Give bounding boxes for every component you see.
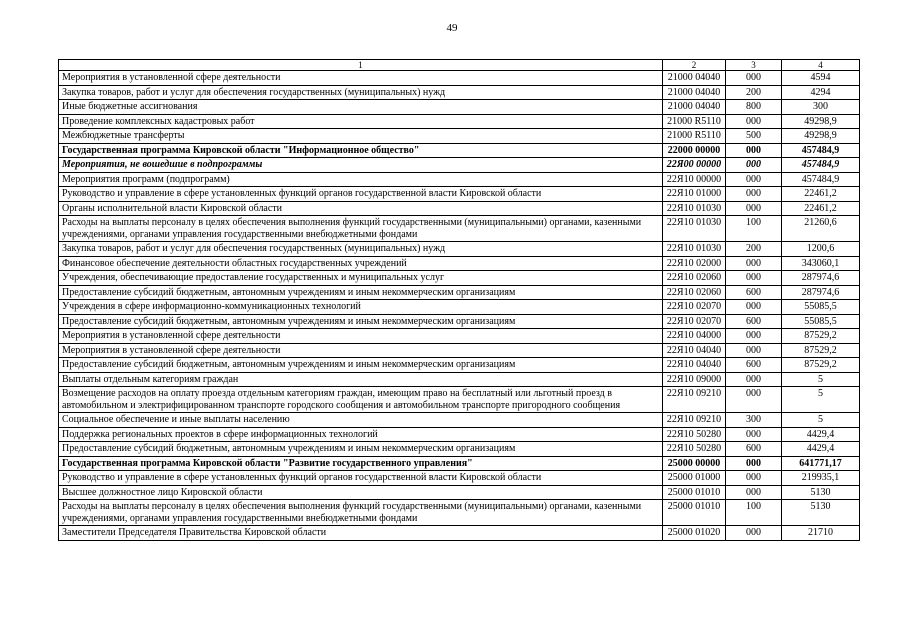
table-row (59, 358, 860, 373)
table-row (59, 442, 860, 457)
amount-cell: 55085,5 (782, 300, 860, 315)
expense-name-cell: Руководство и управление в сфере установленных функций органов государственной власти Кировской области (59, 187, 663, 202)
table-row (59, 114, 860, 129)
table-row (59, 256, 860, 271)
budget-table (58, 59, 860, 541)
amount-cell: 641771,17 (782, 456, 860, 471)
target-code-cell: 22Я00 00000 (663, 158, 726, 173)
target-code-cell: 25000 01000 (663, 471, 726, 486)
target-code-cell: 22Я10 09000 (663, 372, 726, 387)
expense-type-cell: 000 (726, 172, 782, 187)
expense-type-cell: 000 (726, 187, 782, 202)
expense-type-cell: 000 (726, 201, 782, 216)
expense-name-cell: Учреждения в сфере информационно-коммуникационных технологий (59, 300, 663, 315)
target-code-cell: 25000 01010 (663, 485, 726, 500)
expense-type-cell: 000 (726, 427, 782, 442)
column-header-2: 2 (663, 60, 726, 71)
expense-name-cell: Выплаты отдельным категориям граждан (59, 372, 663, 387)
target-code-cell: 25000 01020 (663, 526, 726, 541)
expense-type-cell: 600 (726, 314, 782, 329)
target-code-cell: 22Я10 00000 (663, 172, 726, 187)
table-row (59, 172, 860, 187)
table-row (59, 314, 860, 329)
expense-name-cell: Руководство и управление в сфере установленных функций органов государственной власти Кировской области (59, 471, 663, 486)
table-row (59, 242, 860, 257)
table-row (59, 500, 860, 526)
column-header-1: 1 (59, 60, 663, 71)
target-code-cell: 22Я10 01030 (663, 216, 726, 242)
amount-cell: 5130 (782, 500, 860, 526)
expense-type-cell: 000 (726, 114, 782, 129)
target-code-cell: 21000 R5110 (663, 114, 726, 129)
expense-name-cell: Мероприятия, не вошедшие в подпрограммы (59, 158, 663, 173)
amount-cell: 87529,2 (782, 358, 860, 373)
target-code-cell: 22Я10 50280 (663, 442, 726, 457)
expense-type-cell: 200 (726, 85, 782, 100)
expense-name-cell: Заместители Председателя Правительства Кировской области (59, 526, 663, 541)
target-code-cell: 22Я10 02060 (663, 271, 726, 286)
target-code-cell: 22000 00000 (663, 143, 726, 158)
amount-cell: 49298,9 (782, 129, 860, 144)
expense-name-cell: Учреждения, обеспечивающие предоставление государственных и муниципальных услуг (59, 271, 663, 286)
expense-name-cell: Закупка товаров, работ и услуг для обеспечения государственных (муниципальных) нужд (59, 242, 663, 257)
amount-cell: 343060,1 (782, 256, 860, 271)
expense-name-cell: Предоставление субсидий бюджетным, автономным учреждениям и иным некоммерческим организациям (59, 442, 663, 457)
expense-name-cell: Межбюджетные трансферты (59, 129, 663, 144)
expense-type-cell: 600 (726, 442, 782, 457)
expense-name-cell: Высшее должностное лицо Кировской области (59, 485, 663, 500)
table-row (59, 285, 860, 300)
amount-cell: 4429,4 (782, 427, 860, 442)
expense-name-cell: Иные бюджетные ассигнования (59, 100, 663, 115)
table-row (59, 85, 860, 100)
expense-name-cell: Расходы на выплаты персоналу в целях обеспечения выполнения функций государственными (муниципальными) органами, казенными учреждениями, органами управления государственными внебюджетными фондами (59, 216, 663, 242)
expense-name-cell: Закупка товаров, работ и услуг для обеспечения государственных (муниципальных) нужд (59, 85, 663, 100)
expense-type-cell: 200 (726, 242, 782, 257)
amount-cell: 21260,6 (782, 216, 860, 242)
table-row (59, 300, 860, 315)
expense-name-cell: Финансовое обеспечение деятельности областных государственных учреждений (59, 256, 663, 271)
expense-name-cell: Мероприятия в установленной сфере деятельности (59, 343, 663, 358)
target-code-cell: 22Я10 01030 (663, 242, 726, 257)
table-row (59, 201, 860, 216)
target-code-cell: 25000 00000 (663, 456, 726, 471)
target-code-cell: 22Я10 04040 (663, 358, 726, 373)
expense-type-cell: 000 (726, 485, 782, 500)
expense-type-cell: 100 (726, 216, 782, 242)
table-row (59, 372, 860, 387)
expense-type-cell: 000 (726, 158, 782, 173)
table-row (59, 387, 860, 413)
expense-type-cell: 000 (726, 387, 782, 413)
table-row (59, 456, 860, 471)
amount-cell: 5 (782, 413, 860, 428)
target-code-cell: 22Я10 09210 (663, 413, 726, 428)
expense-name-cell: Поддержка региональных проектов в сфере информационных технологий (59, 427, 663, 442)
target-code-cell: 25000 01010 (663, 500, 726, 526)
amount-cell: 22461,2 (782, 187, 860, 202)
amount-cell: 5 (782, 387, 860, 413)
expense-type-cell: 300 (726, 413, 782, 428)
target-code-cell: 21000 R5110 (663, 129, 726, 144)
target-code-cell: 22Я10 50280 (663, 427, 726, 442)
amount-cell: 4594 (782, 71, 860, 86)
expense-type-cell: 000 (726, 71, 782, 86)
table-row (59, 216, 860, 242)
table-row (59, 471, 860, 486)
target-code-cell: 22Я10 02070 (663, 314, 726, 329)
page-number: 49 (446, 22, 458, 34)
table-row (59, 143, 860, 158)
column-header-4: 4 (782, 60, 860, 71)
expense-name-cell: Органы исполнительной власти Кировской области (59, 201, 663, 216)
expense-type-cell: 800 (726, 100, 782, 115)
expense-type-cell: 000 (726, 271, 782, 286)
target-code-cell: 22Я10 04000 (663, 329, 726, 344)
column-header-3: 3 (726, 60, 782, 71)
expense-name-cell: Мероприятия программ (подпрограмм) (59, 172, 663, 187)
target-code-cell: 22Я10 04040 (663, 343, 726, 358)
expense-name-cell: Возмещение расходов на оплату проезда отдельным категориям граждан, имеющим право на бесплатный или льготный проезд в автомобильном и электрифицированном транспорте городского сообщения и автомобильном транспорте пригородного сообщения (59, 387, 663, 413)
amount-cell: 21710 (782, 526, 860, 541)
expense-name-cell: Проведение комплексных кадастровых работ (59, 114, 663, 129)
table-row (59, 71, 860, 86)
expense-type-cell: 000 (726, 143, 782, 158)
target-code-cell: 22Я10 09210 (663, 387, 726, 413)
amount-cell: 219935,1 (782, 471, 860, 486)
expense-type-cell: 600 (726, 285, 782, 300)
table-row (59, 100, 860, 115)
table-row (59, 271, 860, 286)
amount-cell: 287974,6 (782, 285, 860, 300)
table-row (59, 485, 860, 500)
expense-name-cell: Предоставление субсидий бюджетным, автономным учреждениям и иным некоммерческим организациям (59, 358, 663, 373)
target-code-cell: 21000 04040 (663, 71, 726, 86)
target-code-cell: 22Я10 02060 (663, 285, 726, 300)
table-row (59, 329, 860, 344)
table-row (59, 427, 860, 442)
expense-type-cell: 000 (726, 343, 782, 358)
expense-name-cell: Государственная программа Кировской области "Информационное общество" (59, 143, 663, 158)
expense-type-cell: 000 (726, 256, 782, 271)
amount-cell: 300 (782, 100, 860, 115)
amount-cell: 22461,2 (782, 201, 860, 216)
expense-type-cell: 600 (726, 358, 782, 373)
amount-cell: 287974,6 (782, 271, 860, 286)
table-header-row (59, 60, 860, 71)
expense-name-cell: Социальное обеспечение и иные выплаты населению (59, 413, 663, 428)
expense-type-cell: 000 (726, 329, 782, 344)
target-code-cell: 22Я10 01000 (663, 187, 726, 202)
amount-cell: 87529,2 (782, 329, 860, 344)
expense-name-cell: Расходы на выплаты персоналу в целях обеспечения выполнения функций государственными (муниципальными) органами, казенными учреждениями, органами управления государственными внебюджетными фондами (59, 500, 663, 526)
table-body (59, 71, 860, 541)
table-row (59, 129, 860, 144)
target-code-cell: 22Я10 02000 (663, 256, 726, 271)
expense-name-cell: Мероприятия в установленной сфере деятельности (59, 71, 663, 86)
expense-type-cell: 500 (726, 129, 782, 144)
target-code-cell: 22Я10 01030 (663, 201, 726, 216)
expense-name-cell: Государственная программа Кировской области "Развитие государственного управления" (59, 456, 663, 471)
amount-cell: 5130 (782, 485, 860, 500)
amount-cell: 1200,6 (782, 242, 860, 257)
table-row (59, 158, 860, 173)
expense-type-cell: 000 (726, 526, 782, 541)
expense-name-cell: Мероприятия в установленной сфере деятельности (59, 329, 663, 344)
amount-cell: 457484,9 (782, 143, 860, 158)
amount-cell: 457484,9 (782, 172, 860, 187)
expense-type-cell: 000 (726, 471, 782, 486)
amount-cell: 5 (782, 372, 860, 387)
amount-cell: 457484,9 (782, 158, 860, 173)
amount-cell: 4294 (782, 85, 860, 100)
amount-cell: 49298,9 (782, 114, 860, 129)
expense-type-cell: 100 (726, 500, 782, 526)
table-row (59, 187, 860, 202)
table-row (59, 343, 860, 358)
expense-type-cell: 000 (726, 456, 782, 471)
table-row (59, 413, 860, 428)
amount-cell: 55085,5 (782, 314, 860, 329)
expense-type-cell: 000 (726, 300, 782, 315)
amount-cell: 87529,2 (782, 343, 860, 358)
expense-name-cell: Предоставление субсидий бюджетным, автономным учреждениям и иным некоммерческим организациям (59, 314, 663, 329)
target-code-cell: 21000 04040 (663, 85, 726, 100)
target-code-cell: 21000 04040 (663, 100, 726, 115)
expense-type-cell: 000 (726, 372, 782, 387)
amount-cell: 4429,4 (782, 442, 860, 457)
expense-name-cell: Предоставление субсидий бюджетным, автономным учреждениям и иным некоммерческим организациям (59, 285, 663, 300)
target-code-cell: 22Я10 02070 (663, 300, 726, 315)
table-row (59, 526, 860, 541)
